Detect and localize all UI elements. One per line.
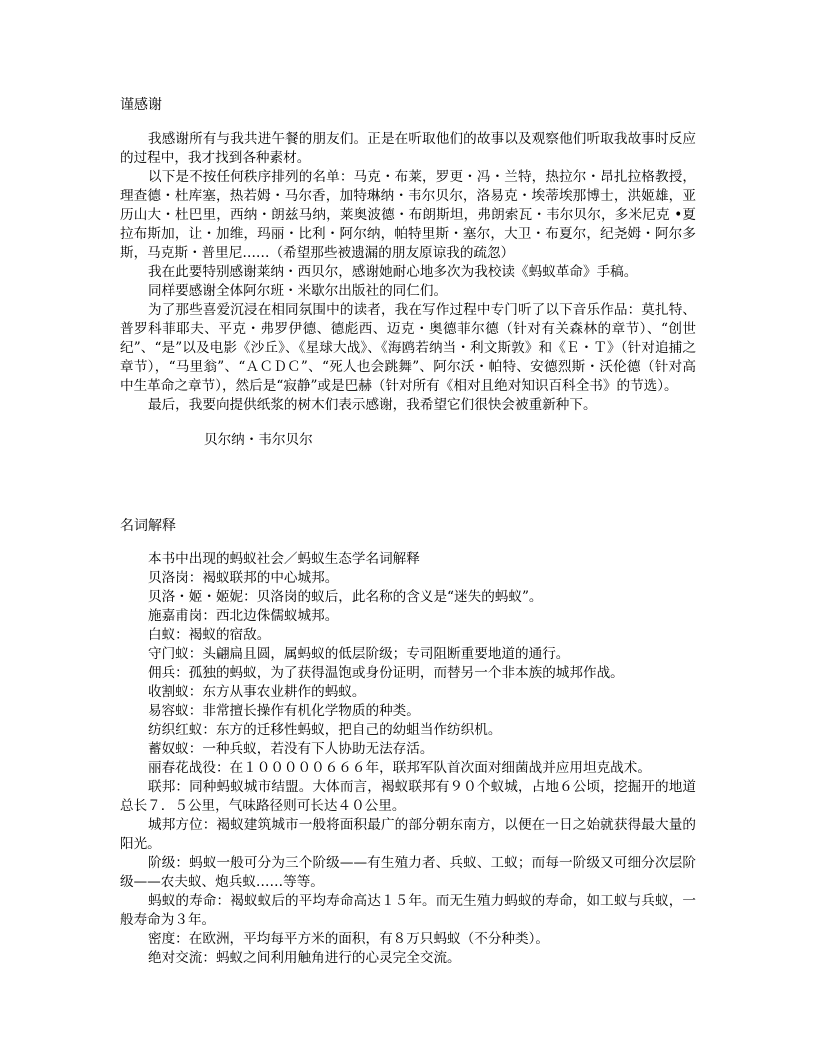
glossary-entry: 丽春花战役：在１０００００６６６年，联邦军队首次面对细菌战并应用坦克战术。 bbox=[148, 760, 651, 776]
glossary-entry: 佣兵：孤独的蚂蚁，为了获得温饱或身份证明，而替另一个非本族的城邦作战。 bbox=[148, 665, 624, 681]
glossary-entry: 收割蚁：东方从事农业耕作的蚂蚁。 bbox=[148, 684, 366, 700]
glossary-entry: 蓄奴蚁：一种兵蚁，若没有下人协助无法存活。 bbox=[148, 741, 434, 757]
glossary-entry: 守门蚁：头翩扁且圆，属蚂蚁的低层阶级；专司阻断重要地道的通行。 bbox=[148, 646, 570, 662]
glossary-entry-orientation: 城邦方位：褐蚁建筑城市一般将面积最广的部分朝东南方，以便在一日之始就获得最大量的阳光。 bbox=[120, 817, 696, 852]
ack-paragraph-music: 为了那些喜爱沉浸在相同氛围中的读者，我在写作过程中专门听了以下音乐作品：莫扎特、普罗科菲耶夫、平克・弗罗伊德、德彪西、迈克・奥德菲尔德（针对有关森林的章节）、“创世纪”、“是”以及电影《沙丘》、《星球大战》、《海鸥若纳当・利文斯敦》和《Ｅ・Ｔ》（针对追捕之章节），“马里翁”、“ＡＣＤＣ”、“死人也会跳舞”、阿尔沃・帕特、安德烈斯・沃伦德（针对高中生革命之章节），然后是“寂静”或是巴赫（针对所有《相对且绝对知识百科全书》的节选）。 bbox=[120, 302, 696, 394]
acknowledgments-section bbox=[120, 130, 696, 450]
glossary-heading: 名词解释 bbox=[120, 518, 176, 534]
author-signature: 贝尔纳・韦尔贝尔 bbox=[204, 432, 313, 448]
glossary-entry: 施嘉甫岗：西北边侏儒蚁城邦。 bbox=[148, 608, 339, 624]
glossary-entry: 白蚁：褐蚁的宿敌。 bbox=[148, 627, 271, 643]
ack-paragraph-trees: 最后，我要向提供纸浆的树木们表示感谢，我希望它们很快会被重新种下。 bbox=[148, 397, 597, 413]
glossary-entry-communication: 绝对交流：蚂蚁之间利用触角进行的心灵完全交流。 bbox=[148, 950, 461, 966]
glossary-entry-lifespan: 蚂蚁的寿命：褐蚁蚁后的平均寿命高达１５年。而无生殖力蚂蚁的寿命，如工蚁与兵蚁，一般寿命为３年。 bbox=[120, 893, 696, 928]
glossary-entry-castes: 阶级：蚂蚁一般可分为三个阶级——有生殖力者、兵蚁、工蚁；而每一阶级又可细分次层阶级——农夫蚁、炮兵蚁……等等。 bbox=[120, 855, 696, 890]
glossary-entry: 纺织红蚁：东方的迁移性蚂蚁，把自己的幼蛆当作纺织机。 bbox=[148, 722, 502, 738]
glossary-section bbox=[120, 550, 696, 968]
ack-paragraph-intro: 我感谢所有与我共进午餐的朋友们。正是在听取他们的故事以及观察他们听取我故事时反应的过程中，我才找到各种素材。 bbox=[120, 131, 696, 166]
glossary-entry-federation: 联邦：同种蚂蚁城市结盟。大体而言，褐蚁联邦有９０个蚁城，占地６公顷，挖掘开的地道总长７．５公里，气味路径则可长达４０公里。 bbox=[120, 779, 696, 814]
ack-paragraph-proofreader: 我在此要特别感谢莱纳・西贝尔，感谢她耐心地多次为我校读《蚂蚁革命》手稿。 bbox=[148, 264, 638, 280]
glossary-entry: 易容蚁：非常擅长操作有机化学物质的种类。 bbox=[148, 703, 420, 719]
glossary-intro: 本书中出现的蚂蚁社会／蚂蚁生态学名词解释 bbox=[148, 551, 420, 567]
glossary-entry: 贝洛岗：褐蚁联邦的中心城邦。 bbox=[148, 570, 339, 586]
glossary-entry: 贝洛・姬・姬妮：贝洛岗的蚁后，此名称的含义是“迷失的蚂蚁”。 bbox=[148, 589, 543, 605]
ack-paragraph-names: 以下是不按任何秩序排列的名单：马克・布莱，罗更・冯・兰特，热拉尔・昂扎拉格教授，理查德・杜库塞，热若姆・马尔香，加特琳纳・韦尔贝尔，洛易克・埃蒂埃那博士，洪姬雄，亚历山大・杜巴里，西纳・朗兹马纳，莱奥波德・布朗斯坦，弗朗索瓦・韦尔贝尔，多米尼克 •夏拉布斯加，让・加维，玛丽・比利・阿尔纳，帕特里斯・塞尔，大卫・布夏尔，纪尧姆・阿尔多斯，马克斯・普里尼……（希望那些被遗漏的朋友原谅我的疏忽） bbox=[120, 169, 696, 261]
glossary-entry-density: 密度：在欧洲，平均每平方米的面积，有８万只蚂蚁（不分种类）。 bbox=[148, 931, 550, 947]
ack-paragraph-publisher: 同样要感谢全体阿尔班・米歇尔出版社的同仁们。 bbox=[148, 283, 448, 299]
acknowledgments-heading: 谨感谢 bbox=[120, 97, 162, 113]
